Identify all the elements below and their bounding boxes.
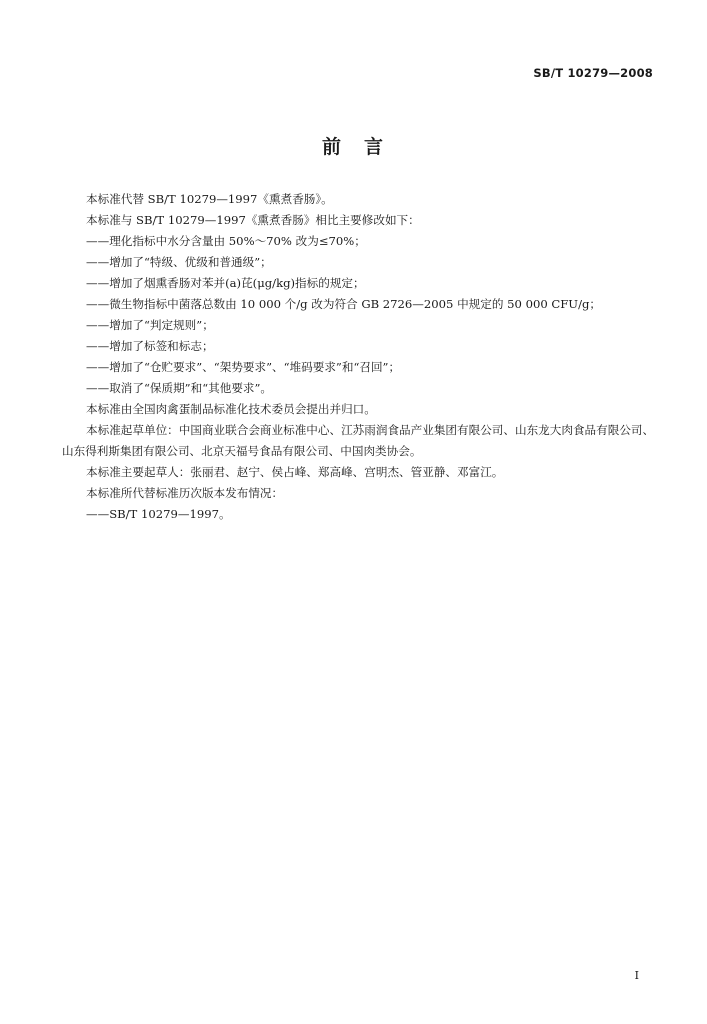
list-item: ——理化指标中水分含量由 50%～70% 改为≤70%；	[86, 234, 366, 248]
paragraph: 本标准与 SB/T 10279—1997《熏煮香肠》相比主要修改如下：	[86, 213, 420, 227]
paragraph: 本标准主要起草人：张丽君、赵宁、侯占峰、郑高峰、宫明杰、管亚静、邓富江。	[86, 465, 504, 479]
paragraph: 本标准由全国肉禽蛋制品标准化技术委员会提出并归口。	[86, 402, 376, 416]
paragraph: 本标准所代替标准历次版本发布情况：	[86, 486, 284, 500]
list-item: ——取消了“保质期”和“其他要求”。	[86, 381, 273, 395]
list-item: ——增加了“特级、优级和普通级”；	[86, 255, 272, 269]
list-item: ——增加了“仓贮要求”、“架势要求”、“堆码要求”和“召回”；	[86, 360, 401, 374]
standard-code: SB/T 10279—2008	[533, 66, 653, 80]
page-number: I	[634, 969, 639, 982]
list-item: ——增加了标签和标志；	[86, 339, 214, 353]
paragraph: 本标准代替 SB/T 10279—1997《熏煮香肠》。	[86, 192, 333, 206]
list-item: ——微生物指标中菌落总数由 10 000 个/g 改为符合 GB 2726—2005 中规定的 50 000 CFU/g；	[86, 297, 602, 311]
page-title: 前 言	[321, 136, 385, 158]
paragraph: 本标准起草单位：中国商业联合会商业标准中心、江苏雨润食品产业集团有限公司、山东龙大肉食品有限公司、山东得利斯集团有限公司、北京天福号食品有限公司、中国肉类协会。	[62, 423, 655, 458]
list-item: ——SB/T 10279—1997。	[86, 507, 231, 521]
list-item: ——增加了“判定规则”；	[86, 318, 214, 332]
list-item: ——增加了烟熏香肠对苯并(a)芘(μg/kg)指标的规定；	[86, 276, 365, 290]
document-body	[62, 189, 660, 525]
